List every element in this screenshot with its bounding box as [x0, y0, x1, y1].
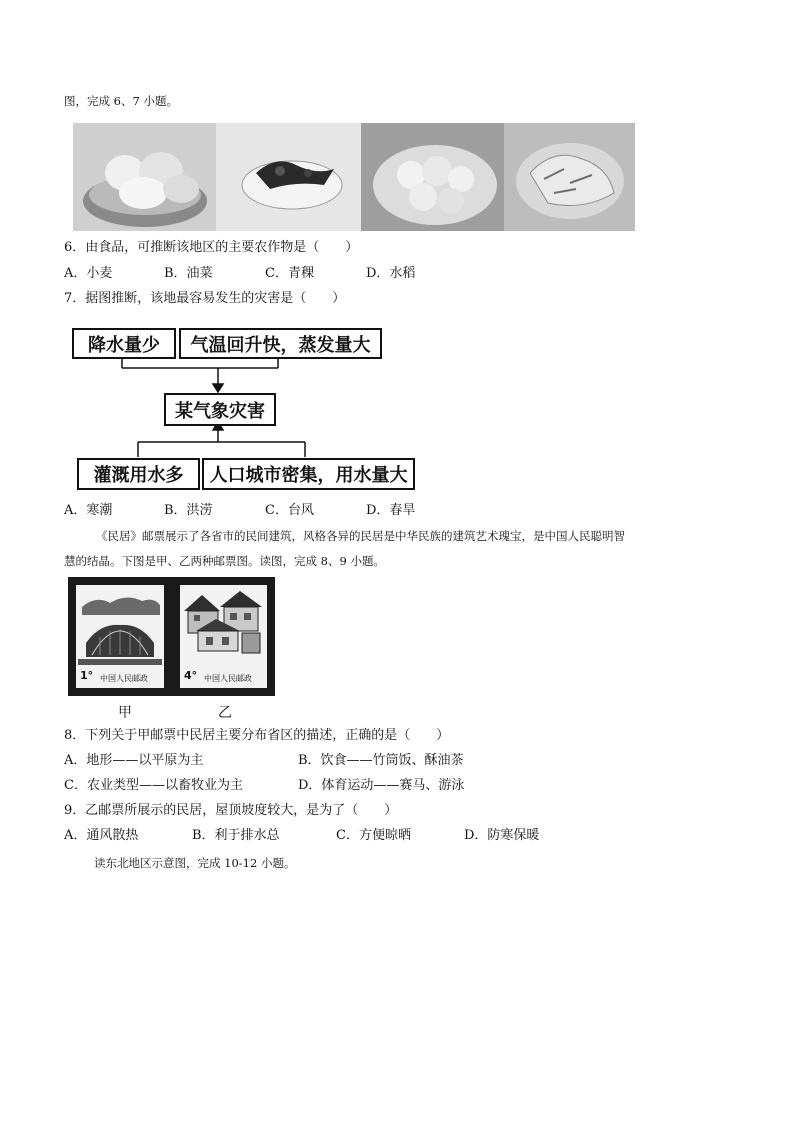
stamp-yi: 4° 中国人民邮政 — [172, 577, 275, 696]
box-weather-disaster: 某气象灾害 — [164, 393, 276, 426]
q9-option-a[interactable]: A．通风散热 — [64, 828, 139, 843]
box-urban-water-use: 人口城市密集，用水量大 — [202, 458, 415, 490]
q7-option-b[interactable]: B．洪涝 — [164, 503, 213, 518]
q6-option-d[interactable]: D．水稻 — [366, 266, 416, 281]
stamp-yi-caption: 中国人民邮政 — [204, 674, 252, 683]
stamp-yi-label: 乙 — [218, 705, 232, 721]
intro-line-10-12: 读东北地区示意图，完成 10-12 小题。 — [94, 856, 296, 870]
q7-option-d[interactable]: D．春旱 — [366, 503, 416, 518]
q9-option-d[interactable]: D．防寒保暖 — [464, 828, 540, 843]
q8-option-a[interactable]: A．地形——以平原为主 — [64, 753, 204, 768]
q6-option-c[interactable]: C．青稞 — [265, 266, 314, 281]
q7-option-a[interactable]: A．寒潮 — [64, 503, 113, 518]
stilt-house-dwelling-icon — [180, 585, 267, 665]
stamp-yi-value: 4 — [184, 669, 192, 682]
stamps-intro-line-2: 慧的结晶。下图是甲、乙两种邮票图。读图，完成 8、9 小题。 — [64, 554, 385, 568]
yurt-dwelling-icon — [76, 585, 164, 665]
stamp-jia: 1° 中国人民邮政 — [68, 577, 172, 696]
box-irrigation-water: 灌溉用水多 — [77, 458, 200, 490]
q6-option-a[interactable]: A．小麦 — [64, 266, 113, 281]
box-low-precipitation: 降水量少 — [72, 328, 176, 359]
q9-option-c[interactable]: C．方便晾晒 — [336, 828, 411, 843]
q6-option-b[interactable]: B．油菜 — [164, 266, 213, 281]
stamps-intro-line-1: 《民居》邮票展示了各省市的民间建筑，风格各异的民居是中华民族的建筑艺术瑰宝，是中国人民聪明智 — [96, 529, 625, 543]
intro-line-6-7: 图，完成 6、7 小题。 — [64, 94, 178, 108]
stamp-jia-value: 1 — [80, 669, 88, 682]
q7-option-c[interactable]: C．台风 — [265, 503, 314, 518]
q9-option-b[interactable]: B．利于排水总 — [192, 828, 280, 843]
flow-diagram-connectors — [0, 0, 794, 500]
q8-stem: 8．下列关于甲邮票中民居主要分布省区的描述，正确的是（ ） — [64, 728, 450, 743]
q8-option-c[interactable]: C．农业类型——以畜牧业为主 — [64, 778, 243, 793]
q7-stem: 7．据图推断，该地最容易发生的灾害是（ ） — [64, 291, 346, 306]
q6-stem: 6．由食品，可推断该地区的主要农作物是（ ） — [64, 240, 359, 255]
stamp-jia-caption: 中国人民邮政 — [100, 674, 148, 683]
q8-option-b[interactable]: B．饮食——竹筒饭、酥油茶 — [298, 753, 464, 768]
box-temperature-evaporation: 气温回升快，蒸发量大 — [179, 328, 382, 359]
stamp-jia-label: 甲 — [118, 705, 132, 721]
q8-option-d[interactable]: D．体育运动——赛马、游泳 — [298, 778, 465, 793]
q9-stem: 9．乙邮票所展示的民居，屋顶坡度较大，是为了（ ） — [64, 803, 398, 818]
